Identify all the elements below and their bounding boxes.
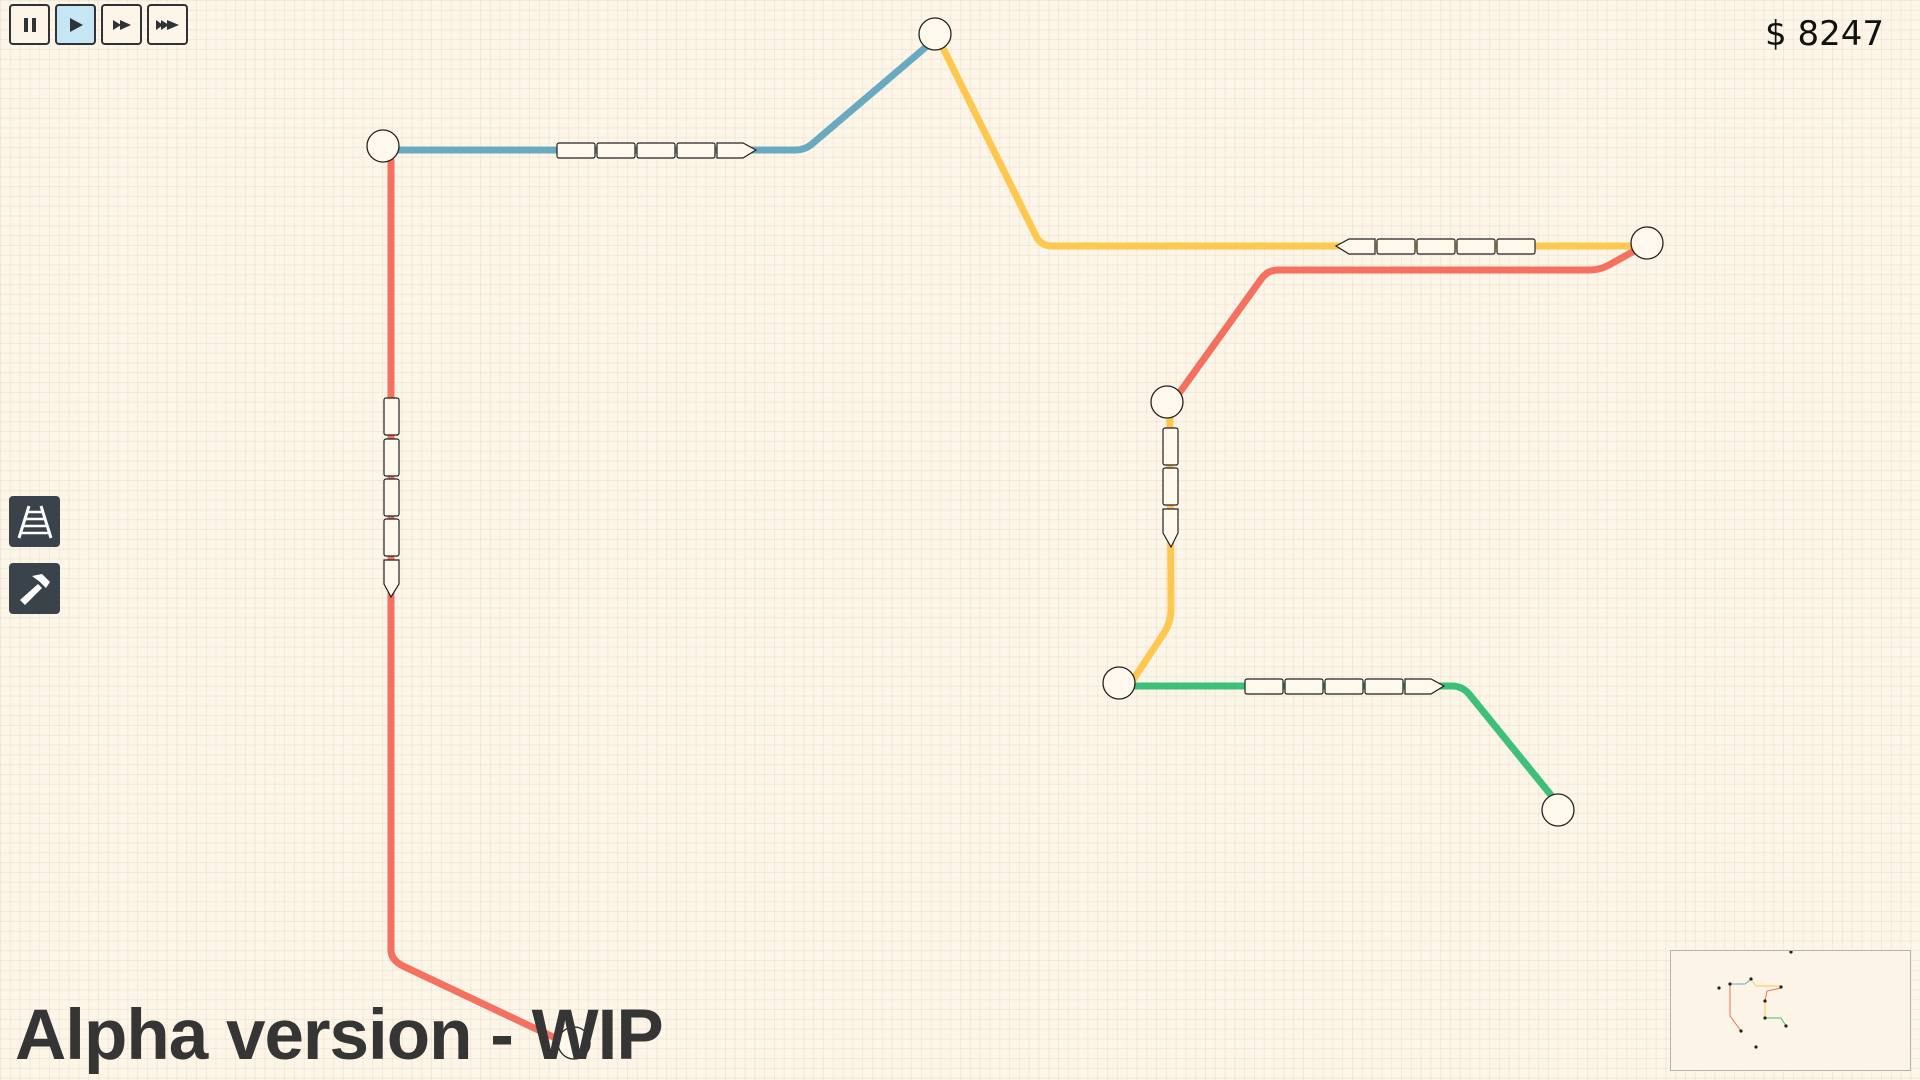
station[interactable] (1631, 227, 1663, 259)
station[interactable] (919, 18, 951, 50)
fastest-forward-button[interactable] (147, 4, 188, 45)
alpha-watermark: Alpha version - WIP (15, 996, 663, 1075)
play-button[interactable] (55, 4, 96, 45)
line-blue[interactable] (391, 41, 933, 150)
line-green[interactable] (1132, 686, 1555, 800)
hammer-icon (16, 570, 54, 608)
line-red-west[interactable] (391, 160, 570, 1045)
minimap[interactable] (1670, 950, 1911, 1071)
pause-button[interactable] (9, 4, 50, 45)
train-yellow-east[interactable] (1336, 239, 1535, 254)
station[interactable] (1103, 667, 1135, 699)
build-tool-button[interactable] (9, 563, 60, 614)
fast-forward-button[interactable] (101, 4, 142, 45)
fastest-forward-icon (155, 16, 181, 34)
train-west[interactable] (384, 398, 399, 597)
train-blue[interactable] (557, 143, 756, 158)
play-icon (67, 16, 85, 34)
rail-track-icon (16, 502, 54, 542)
station[interactable] (1542, 794, 1574, 826)
line-yellow-north[interactable] (942, 46, 1640, 246)
build-track-button[interactable] (9, 496, 60, 547)
fast-forward-icon (111, 16, 133, 34)
station[interactable] (1151, 386, 1183, 418)
station[interactable] (367, 130, 399, 162)
train-green[interactable] (1245, 679, 1444, 694)
speed-controls (9, 4, 188, 45)
train-yellow-south[interactable] (1163, 428, 1178, 547)
pause-icon (21, 16, 39, 34)
line-red-east[interactable] (1180, 250, 1636, 392)
money-display: $ 8247 (1765, 14, 1884, 54)
